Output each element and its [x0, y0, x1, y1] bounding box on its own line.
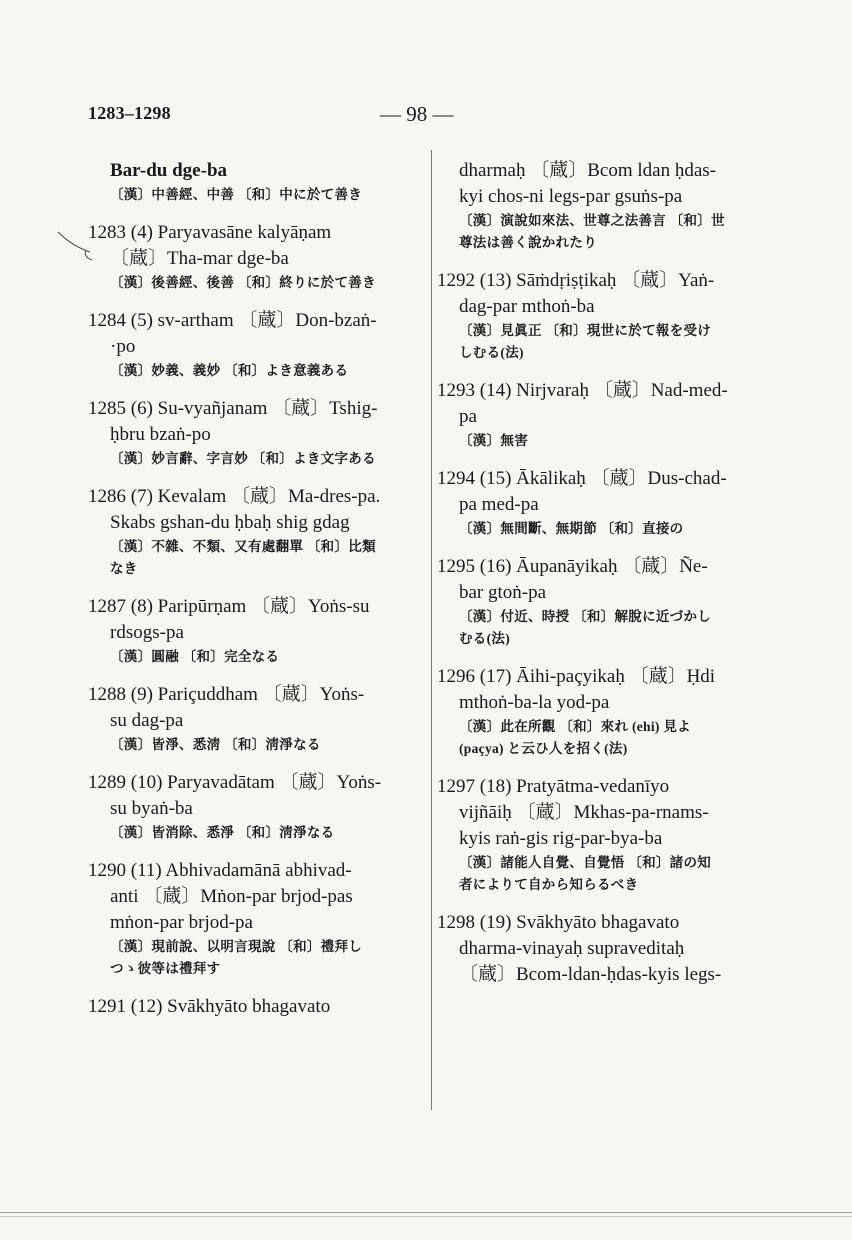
entry-notes: 〔漢〕妙義、義妙 〔和〕よき意義ある — [110, 363, 349, 378]
entry-1288 — [88, 682, 418, 756]
entry-notes: 〔漢〕中善經、中善 〔和〕中に於て善き — [110, 187, 363, 202]
entry-line: kyis raṅ-gis rig-par-bya-ba — [459, 828, 663, 849]
entry-line: 〔蔵〕Bcom-ldan-ḥdas-kyis legs- — [459, 964, 722, 985]
scan-edge-line — [0, 1216, 852, 1217]
entry-notes: なき — [110, 561, 138, 576]
right-column — [437, 158, 767, 1002]
entry-notes: 〔漢〕現前說、以明言現說 〔和〕禮拜し — [110, 939, 363, 954]
entry-line: kyi chos-ni legs-par gsuṅs-pa — [459, 186, 683, 207]
entry-line: 1296 (17) Āihi-paçyikaḥ 〔蔵〕Ḥdi — [437, 666, 716, 687]
entry-notes: 者によりて自から知らるべき — [459, 877, 639, 892]
entry-line: 1295 (16) Āupanāyikaḥ 〔蔵〕Ñe- — [437, 556, 708, 577]
entry-line: Skabs gshan-du ḥbaḥ shig gdag — [110, 512, 350, 533]
entry-1293 — [437, 378, 767, 452]
entry-line: mthoṅ-ba-la yod-pa — [459, 692, 610, 713]
entry-1286 — [88, 484, 418, 580]
entry-line: 1285 (6) Su-vyañjanam 〔蔵〕Tshig- — [88, 398, 378, 419]
entry-line: 1287 (8) Paripūrṇam 〔蔵〕Yoṅs-su — [88, 596, 370, 617]
entry-1298 — [437, 910, 767, 988]
entry-notes: 尊法は善く說かれたり — [459, 235, 597, 250]
entry-line: 1288 (9) Pariçuddham 〔蔵〕Yoṅs- — [88, 684, 365, 705]
entry-line: Bar-du dge-ba — [110, 160, 228, 181]
entry-notes: 〔漢〕皆消除、悉淨 〔和〕淸淨なる — [110, 825, 335, 840]
entry-1294 — [437, 466, 767, 540]
entry-1289 — [88, 770, 418, 844]
entry-notes: 〔漢〕無害 — [459, 433, 528, 448]
left-column — [88, 158, 418, 1034]
entry-notes: 〔漢〕妙言辭、字言妙 〔和〕よき文字ある — [110, 451, 376, 466]
entry-line: bar gtoṅ-pa — [459, 582, 547, 603]
entry-line: 1294 (15) Ākālikaḥ 〔蔵〕Dus-chad- — [437, 468, 727, 489]
entry-line: dag-par mthoṅ-ba — [459, 296, 595, 317]
entry-range-header: 1283–1298 — [88, 103, 171, 123]
entry-1292 — [437, 268, 767, 364]
entry-line: 1293 (14) Nirjvaraḥ 〔蔵〕Nad-med- — [437, 380, 728, 401]
entry-line: dharma-vinayaḥ supraveditaḥ — [459, 938, 685, 959]
entry-line: 1291 (12) Svākhyāto bhagavato — [88, 996, 331, 1017]
entry-line: mṅon-par brjod-pa — [110, 912, 253, 933]
entry-line: ḥbru bzaṅ-po — [110, 424, 211, 445]
entry-line: 1297 (18) Pratyātma-vedanīyo — [437, 776, 670, 797]
entry-1297 — [437, 774, 767, 896]
entry-notes: しむる(法) — [459, 345, 524, 360]
entry-notes: 〔漢〕付近、時授 〔和〕解脫に近づかし — [459, 609, 712, 624]
entry-line: 1292 (13) Sāṁdṛiṣṭikaḥ 〔蔵〕Yaṅ- — [437, 270, 715, 291]
entry-line: su byaṅ-ba — [110, 798, 193, 819]
entry-1284 — [88, 308, 418, 382]
entry-line: vijñāiḥ 〔蔵〕Mkhas-pa-rnams- — [459, 802, 709, 823]
entry-notes: むる(法) — [459, 631, 510, 646]
entry-1283 — [88, 220, 418, 294]
entry-1287 — [88, 594, 418, 668]
entry-1296 — [437, 664, 767, 760]
entry-1295 — [437, 554, 767, 650]
entry-line: pa med-pa — [459, 494, 539, 515]
entry-1290 — [88, 858, 418, 980]
entry-line: 1289 (10) Paryavadātam 〔蔵〕Yoṅs- — [88, 772, 382, 793]
column-divider — [431, 150, 432, 1110]
entry-line: pa — [459, 406, 477, 427]
entry-notes: 〔漢〕圓融 〔和〕完全なる — [110, 649, 280, 664]
entry-notes: 〔漢〕皆淨、悉淸 〔和〕淸淨なる — [110, 737, 321, 752]
entry-1291 — [88, 994, 418, 1020]
entry-line: 1298 (19) Svākhyāto bhagavato — [437, 912, 680, 933]
entry-line: 1290 (11) Abhivadamānā abhivad- — [88, 860, 352, 881]
entry-notes: 〔漢〕見眞正 〔和〕現世に於て報を受け — [459, 323, 712, 338]
page-number: — 98 — — [380, 102, 454, 126]
entry-notes: 〔漢〕諸能人自覺、自覺悟 〔和〕諸の知 — [459, 855, 712, 870]
entry-1285 — [88, 396, 418, 470]
entry-line: 1286 (7) Kevalam 〔蔵〕Ma-dres-pa. — [88, 486, 381, 507]
continuation-entry — [437, 158, 767, 254]
entry-line: anti 〔蔵〕Mṅon-par brjod-pas — [110, 886, 353, 907]
entry-notes: (paçya) と云ひ人を招く(法) — [459, 741, 628, 756]
scan-edge-line — [0, 1212, 852, 1213]
entry-line: ·po — [110, 336, 136, 357]
entry-notes: 〔漢〕無間斷、無期節 〔和〕直接の — [459, 521, 684, 536]
entry-line: 1284 (5) sv-artham 〔蔵〕Don-bzaṅ- — [88, 310, 377, 331]
entry-notes: つゝ彼等は禮拜す — [110, 961, 221, 976]
entry-notes: 〔漢〕不雜、不類、又有處翻單 〔和〕比類 — [110, 539, 376, 554]
entry-line: dharmaḥ 〔蔵〕Bcom ldan ḥdas- — [459, 160, 716, 181]
entry-line: 1283 (4) Paryavasāne kalyāṇam — [88, 222, 332, 243]
entry-line: rdsogs-pa — [110, 622, 184, 643]
entry-line: su dag-pa — [110, 710, 184, 731]
continuation-entry — [88, 158, 418, 206]
entry-line: 〔蔵〕Tha-mar dge-ba — [110, 248, 289, 269]
entry-notes: 〔漢〕此在所觀 〔和〕來れ (ehi) 見よ — [459, 719, 691, 734]
entry-notes: 〔漢〕演說如來法、世尊之法善言 〔和〕世 — [459, 213, 725, 228]
entry-notes: 〔漢〕後善經、後善 〔和〕終りに於て善き — [110, 275, 376, 290]
